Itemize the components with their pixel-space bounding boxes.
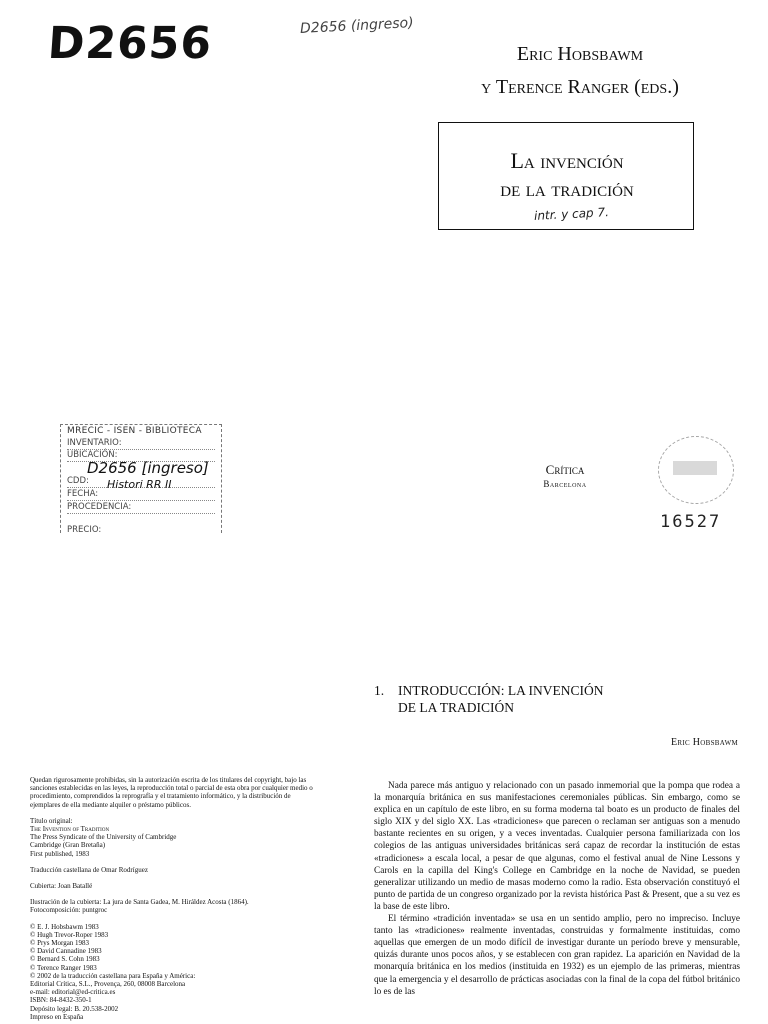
chapter-title-line-1: INTRODUCCIÓN: LA INVENCIÓN [398, 683, 604, 698]
copyright-line: © Prys Morgan 1983 [30, 939, 90, 948]
chapter-title-line-2: DE LA TRADICIÓN [398, 700, 514, 715]
chapter-body [374, 780, 740, 998]
library-card-handwriting-class: Histori RR II [107, 478, 172, 491]
chapter-number: 1. [374, 683, 385, 698]
chapter-title [398, 682, 678, 716]
original-title-label: Título original: [30, 816, 73, 825]
copyright-line: © E. J. Hobsbawm 1983 [30, 922, 99, 931]
library-row-date: FECHA: [67, 489, 215, 501]
author-line-2: y Terence Ranger (eds.) [481, 76, 679, 98]
isbn: ISBN: 84-8432-350-1 [30, 996, 92, 1005]
copyright-line: © Terence Ranger 1983 [30, 963, 97, 972]
handwritten-catalog-id: D2656 [46, 18, 214, 69]
original-publisher: The Press Syndicate of the University of Cambridge [30, 833, 177, 842]
library-row-inventory: INVENTARIO: [67, 438, 215, 450]
legal-deposit: Depósito legal: B. 20.538-2002 [30, 1004, 119, 1013]
library-card-handwriting-id: D2656 [ingreso] [87, 459, 209, 477]
pencil-catalog-note: D2656 (ingreso) [299, 15, 415, 37]
copyright-line: e-mail: editorial@ed-critica.es [30, 988, 116, 997]
copyright-page [0, 535, 351, 1024]
copyright-line: © 2002 de la traducción castellana para España y América: [30, 971, 196, 980]
copyright-block [30, 776, 315, 1021]
title-line-1: La invención [510, 148, 624, 173]
printed-in: Impreso en España [30, 1012, 84, 1021]
university-seal-icon [658, 436, 734, 504]
book-title [439, 147, 695, 203]
library-row-cdd: CDD: [67, 476, 215, 488]
chapter-page [350, 535, 768, 1024]
chapter-author: Eric Hobsbawm [670, 737, 738, 748]
copyright-line: © David Cannadine 1983 [30, 947, 102, 956]
publisher-name: Crítica [545, 462, 585, 477]
handwritten-title-note: intr. y cap 7. [533, 205, 610, 223]
copyright-line: Editorial Crítica, S.L., Provença, 260, 08008 Barcelona [30, 980, 186, 989]
library-stamp-header: MRECIC - ISEN - BIBLIOTECA [67, 426, 202, 436]
first-published: First published, 1983 [30, 849, 90, 858]
translation-credit: Traducción castellana de Omar Rodríguez [30, 865, 148, 874]
paragraph: Nada parece más antiguo y relacionado con un pasado inmemorial que la pompa que rodea a la monarquía británica en sus manifestaciones ceremoniales públicas. Sin embargo, como se explica en un capítulo de este libro, en su forma moderna tal boato es un producto de finales del siglo XIX y del siglo XX. Las «tradiciones» que parecen o reclaman ser antiguas son a menudo bastante recientes en su origen, y a veces inventadas. Cualquier persona familiarizada con los colegios de las antiguas universidades británicas será capaz de recordar la institución de estas «tradiciones» a escala local, a pesar de que algunas, como el festival anual de Nine Lessons y Carols en la capilla del King's College en Cambridge en la noche de Navidad, se pueden generalizar utilizando un medio de masas moderno como la radio. Esta observación constituyó el punto de partida de un congreso organizado por la revista histórica Past & Present, que a su vez es la base de este libro. [374, 781, 740, 912]
title-frame [438, 122, 694, 230]
stamp-number: 16527 [660, 512, 722, 532]
publisher-city: Barcelona [543, 479, 587, 489]
library-stamp [60, 424, 222, 538]
illustration-credit: Ilustración de la cubierta: La jura de Santa Gadea, M. Hiráldez Acosta (1864). [30, 898, 249, 907]
copyright-line: © Hugh Trevor-Roper 1983 [30, 930, 109, 939]
typesetting-credit: Fotocomposición: puntgroc [30, 906, 108, 915]
library-row-location: UBICACIÓN: [67, 450, 215, 462]
rights-notice: Quedan rigurosamente prohibidas, sin la autorización escrita de los titulares del copyright, bajo las sanciones establecidas en las leyes, la reproducción total o parcial de esta obra por cualquier medio o procedimiento, comprendidos la reprografía y el tratamiento informático, y la distribución de ejemplares de ella mediante alquiler o préstamo públicos. [30, 776, 313, 809]
library-row-provenance: PROCEDENCIA: [67, 502, 215, 514]
copyright-line: © Bernard S. Cohn 1983 [30, 955, 100, 964]
original-place: Cambridge (Gran Bretaña) [30, 841, 106, 850]
author-line-1: Eric Hobsbawm [516, 43, 644, 65]
publisher-imprint [520, 463, 610, 491]
title-line-2: de la tradición [500, 176, 634, 201]
paragraph: El término «tradición inventada» se usa en un sentido amplio, pero no impreciso. Incluye tanto las «tradiciones» realmente inventadas, construidas y formalmente instituidas, como aquellas que emergen de un modo difícil de investigar durante un período breve y mensurable, quizás durante unos pocos años, y se establecen con gran rapidez. La aparición en Navidad de la monarquía británica en los medios (instituida en 1932) es un ejemplo de las primeras, mientras que la emergencia y el desarrollo de prácticas asociadas con la final de la copa del fútbol británico lo es de las [374, 914, 740, 997]
original-title: The Invention of Tradition [30, 825, 110, 834]
cover-credit: Cubierta: Joan Batallé [30, 882, 93, 891]
library-row-price: PRECIO: [67, 525, 215, 537]
book-authors [440, 38, 720, 104]
